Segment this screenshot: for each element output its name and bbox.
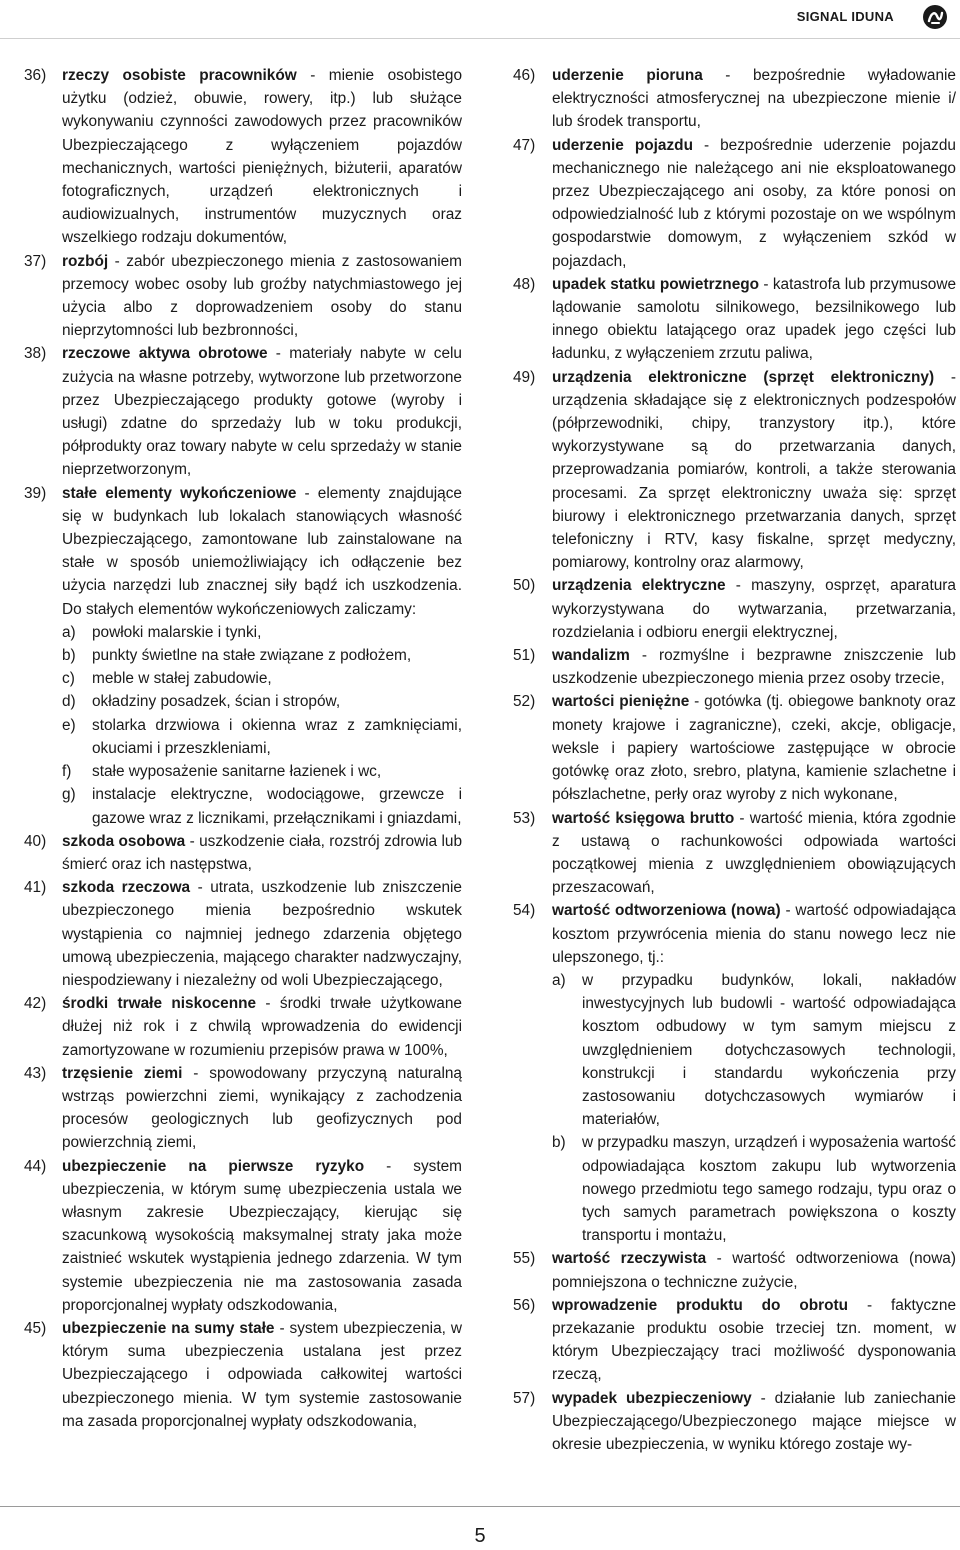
definition-entry [24, 1062, 462, 1155]
definition-text: - zabór ubezpieczonego mienia z zastosowaniem przemocy wobec osoby lub groźby natychmiastowego jej użycia albo z doprowadzeniem osoby do stanu nieprzytomności lub bezbronności, [62, 252, 462, 340]
definition-term: uderzenie pioruna [552, 67, 703, 84]
definition-term: rozbój [62, 252, 109, 270]
definition-number: 42) [24, 995, 47, 1013]
sub-item-text: meble w stałej zabudowie, [92, 670, 272, 688]
definition-term: stałe elementy wykończeniowe [62, 484, 297, 502]
sub-item-label: e) [62, 716, 76, 734]
definition-entry [513, 1247, 956, 1293]
sub-item-label: a) [552, 971, 566, 989]
definition-term: upadek statku powietrznego [552, 275, 760, 293]
definition-text: - maszyny, osprzęt, aparatura wykorzystywana do wytwarzania, przetwarzania, rozdzielania i odbioru energii elektrycznej, [552, 577, 956, 641]
definition-number: 57) [513, 1389, 536, 1407]
definition-number: 53) [513, 809, 536, 827]
definition-text: - urządzenia składające się z elektronicznych podzespołów (półprzewodniki, chipy, tranzystory itp.), które wykorzystywane są do przetwarzania danych, przeprowadzania pomiarów, kontroli, a także sterowania procesami. Za sprzęt elektroniczny uważa się: sprzęt biurowy i elektronicznego przetwarzania danych, sprzęt telefoniczny i RTV, kasy fiskalne, sprzęt medyczny, pomiarowy, kontrolny oraz alarmowy, [552, 368, 956, 572]
definition-term: wartość księgowa brutto [552, 809, 735, 827]
definition-term: wartości pieniężne [552, 693, 690, 711]
definition-entry [24, 482, 462, 830]
definition-text: - środki trwałe użytkowane dłużej niż rok i z chwilą wprowadzenia do ewidencji zamortyzowane w rozumieniu przepisów prawa w 100%, [62, 995, 462, 1059]
left-column [24, 64, 462, 1433]
definition-entry [24, 250, 462, 343]
definition-number: 51) [513, 647, 536, 665]
sub-item [62, 644, 462, 667]
definition-text: - rozmyślne i bezprawne zniszczenie lub uszkodzenie ubezpieczonego mienia przez osoby trzecie, [552, 647, 956, 688]
definition-term: ubezpieczenie na sumy stałe [62, 1319, 275, 1337]
definition-text: - uszkodzenie ciała, rozstrój zdrowia lub śmierć oraz ich następstwa, [62, 832, 462, 873]
sub-item-text: w przypadku maszyn, urządzeń i wyposażenia wartość odpowiadająca kosztom zakupu lub wytworzenia nowego przedmiotu tego samego rodzaju, typu oraz o tych samych parametrach powiększona o koszty transportu i montażu, [582, 1134, 956, 1245]
sub-item-label: b) [552, 1134, 566, 1152]
definition-term: trzęsienie ziemi [62, 1064, 183, 1082]
definition-number: 41) [24, 879, 47, 897]
definition-entry [513, 1387, 956, 1457]
definition-text: - bezpośrednie uderzenie pojazdu mechanicznego nie należącego ani nie eksploatowanego przez Ubezpieczającego ani osoby, za które ponosi on odpowiedzialność lub z którymi pozostaje on we wspólnym gospodarstwie domowym, z wyłączeniem szkód w pojazdach, [552, 136, 956, 270]
sub-item-text: w przypadku budynków, lokali, nakładów inwestycyjnych lub budowli - wartość odpowiadająca kosztom odbudowy w tym samym miejscu z uwzględnieniem dotychczasowych technologii, konstrukcji i standardu wykończenia przy zastosowaniu dotychczasowych wymiarów i materiałów, [582, 971, 956, 1129]
sub-item [62, 760, 462, 783]
definition-entry [24, 64, 462, 250]
definition-entry [513, 366, 956, 575]
sub-item-label: g) [62, 786, 76, 804]
sub-item-text: stałe wyposażenie sanitarne łazienek i wc, [92, 763, 382, 781]
definition-number: 40) [24, 832, 47, 850]
definition-term: szkoda osobowa [62, 832, 186, 850]
definition-text: - elementy znajdujące się w budynkach lub lokalach stanowiących własność Ubezpieczającego, zamontowane lub zainstalowane na stałe w sposób uniemożliwiający ich odłączenie bez użycia narzędzi lub znacznej siły bądź ich uszkodzenia. Do stałych elementów wykończeniowych zaliczamy: [62, 484, 462, 618]
definition-entry [24, 342, 462, 481]
definition-term: wartość odtworzeniowa (nowa) [552, 902, 781, 920]
definition-entry [24, 1317, 462, 1433]
sub-item-label: c) [62, 670, 75, 688]
definition-text: - spowodowany przyczyną naturalną wstrząs powierzchni ziemi, wynikający z zachodzenia procesów geologicznych lub geofizycznych pod powierzchnią ziemi, [62, 1064, 462, 1152]
definition-text: - działanie lub zaniechanie Ubezpieczającego/Ubezpieczonego mające miejsce w okresie ubezpieczenia, w wyniku którego zostaje wy- [552, 1389, 956, 1453]
definition-term: środki trwałe niskocenne [62, 995, 257, 1013]
definition-entry [513, 134, 956, 273]
definition-entry [24, 830, 462, 876]
definition-number: 46) [513, 67, 536, 84]
definition-number: 47) [513, 136, 536, 154]
page-header [0, 0, 960, 40]
header-divider [0, 38, 960, 39]
definition-number: 39) [24, 484, 47, 502]
definition-text: - wartość mienia, która zgodnie z ustawą o rachunkowości odpowiada wartości początkowej mienia z uwzględnieniem obowiązujących przeszacowań, [552, 809, 956, 897]
sub-item [552, 1131, 956, 1247]
definition-number: 49) [513, 368, 536, 386]
definition-entry [513, 644, 956, 690]
definition-text: - system ubezpieczenia, w którym sumę ubezpieczenia ustala we własnym zakresie Ubezpieczający, kierując się szacunkową wysokością maksymalnej straty jaka może zaistnieć wskutek wystąpienia jednego zdarzenia. W tym systemie ubezpieczenia nie ma zastosowania zasada proporcjonalnej wypłaty odszkodowania, [62, 1157, 462, 1314]
definition-text: - mienie osobistego użytku (odzież, obuwie, rowery, itp.) lub służące wykonywaniu czynności zawodowych przez pracowników Ubezpieczającego z wyłączeniem pojazdów mechanicznych, wartości pieniężnych, biżuterii, aparatów fotograficznych, urządzeń elektronicznych i audiowizualnych, instrumentów muzycznych oraz wszelkiego rodzaju dokumentów, [62, 67, 463, 247]
sub-item-label: d) [62, 693, 76, 711]
definition-number: 56) [513, 1296, 536, 1314]
definition-number: 54) [513, 902, 536, 920]
definition-entry [513, 690, 956, 806]
definition-entry [24, 1155, 462, 1317]
definition-term: wypadek ubezpieczeniowy [552, 1389, 752, 1407]
definition-term: uderzenie pojazdu [552, 136, 693, 154]
page-number: 5 [474, 1525, 486, 1547]
definition-term: urządzenia elektryczne [552, 577, 726, 595]
definition-entry [24, 992, 462, 1062]
footer-divider [0, 1506, 960, 1507]
definition-term: szkoda rzeczowa [62, 879, 191, 897]
definition-text: - bezpośrednie wyładowanie elektryczności atmosferycznej na ubezpieczone mienie i/ lub środek transportu, [552, 67, 956, 131]
definition-number: 36) [24, 67, 47, 84]
sub-item [62, 667, 462, 690]
definition-text: - wartość odpowiadająca kosztom przywrócenia mienia do stanu nowego lecz nie ulepszonego, tj.: [552, 902, 956, 966]
definition-term: rzeczowe aktywa obrotowe [62, 345, 268, 363]
definition-text: - wartość odtworzeniowa (nowa) pomniejszona o techniczne zużycie, [552, 1250, 956, 1291]
definition-number: 37) [24, 252, 47, 270]
definition-term: ubezpieczenie na pierwsze ryzyko [62, 1157, 365, 1175]
sub-item-text: punkty świetlne na stałe związane z podłożem, [92, 647, 412, 665]
definition-text: - utrata, uszkodzenie lub zniszczenie ubezpieczonego mienia bezpośrednio wskutek wystąpienia co najmniej jednego zdarzenia objętego umową ubezpieczenia, mającego charakter nadzwyczajny, niespodziewany i niezależny od woli Ubezpieczającego, [62, 879, 462, 989]
definition-text: - katastrofa lub przymusowe lądowanie samolotu silnikowego, bezsilnikowego lub innego obiektu latającego oraz upadek jego części lub ładunku, z wyłączeniem zrzutu paliwa, [552, 275, 957, 363]
definition-text: - system ubezpieczenia, w którym suma ubezpieczenia ustalana jest przez Ubezpieczającego i odpowiada całkowitej wartości ubezpieczonego mienia. W tym systemie zastosowanie ma zasada proporcjonalnej wypłaty odszkodowania, [62, 1319, 462, 1430]
signal-iduna-logo-icon [922, 4, 948, 30]
sub-item-text: okładziny posadzek, ścian i stropów, [92, 693, 341, 711]
definition-number: 52) [513, 693, 536, 711]
definition-number: 48) [513, 275, 536, 293]
definition-text: - materiały nabyte w celu zużycia na własne potrzeby, wytworzone lub przetworzone przez Ubezpieczającego produkty gotowe (wyroby i usługi) zdatne do sprzedaży lub w toku produkcji, półprodukty oraz towary nabyte w celu sprzedaży w stanie nieprzetworzonym, [62, 345, 462, 479]
sub-item [62, 690, 462, 713]
definition-term: urządzenia elektroniczne (sprzęt elektroniczny) [552, 368, 935, 386]
sub-item [552, 969, 956, 1131]
brand-name: SIGNAL IDUNA [796, 9, 894, 24]
definition-entry [513, 807, 956, 900]
definition-number: 45) [24, 1319, 47, 1337]
definition-number: 55) [513, 1250, 536, 1268]
definition-text: - faktyczne przekazanie produktu osobie trzeciej tzn. moment, w którym Ubezpieczający traci możliwość dysponowania rzeczą, [552, 1296, 956, 1384]
sub-item-text: stolarka drzwiowa i okienna wraz z zamknięciami, okuciami i przeszkleniami, [92, 716, 462, 757]
sub-item [62, 714, 462, 760]
right-column [513, 64, 956, 1456]
definition-term: rzeczy osobiste pracowników [62, 67, 297, 84]
definition-number: 44) [24, 1157, 47, 1175]
definition-number: 43) [24, 1064, 47, 1082]
definition-term: wprowadzenie produktu do obrotu [552, 1296, 849, 1314]
definition-number: 38) [24, 345, 47, 363]
sub-item-label: b) [62, 647, 76, 665]
definition-entry [513, 273, 956, 366]
sub-item-label: f) [62, 763, 72, 781]
sub-item-label: a) [62, 623, 76, 641]
definition-text: - gotówka (tj. obiegowe banknoty oraz monety krajowe i zagraniczne), czeki, akcje, obligacje, weksle i papiery wartościowe zastępujące w obrocie gotówkę oraz złoto, srebro, platyna, kamienie szlachetne i półszlachetne, perły oraz wyroby z nich wykonane, [552, 693, 956, 804]
definition-term: wandalizm [552, 647, 630, 665]
definition-term: wartość rzeczywista [552, 1250, 707, 1268]
definition-entry [24, 876, 462, 992]
definition-entry [513, 899, 956, 1247]
definition-entry [513, 64, 956, 134]
sub-item-text: powłoki malarskie i tynki, [92, 623, 262, 641]
sub-item-text: instalacje elektryczne, wodociągowe, grzewcze i gazowe wraz z licznikami, przełącznikami i gniazdami, [92, 786, 462, 827]
definition-number: 50) [513, 577, 536, 595]
definition-entry [513, 574, 956, 644]
sub-item [62, 621, 462, 644]
definition-entry [513, 1294, 956, 1387]
sub-item [62, 783, 462, 829]
